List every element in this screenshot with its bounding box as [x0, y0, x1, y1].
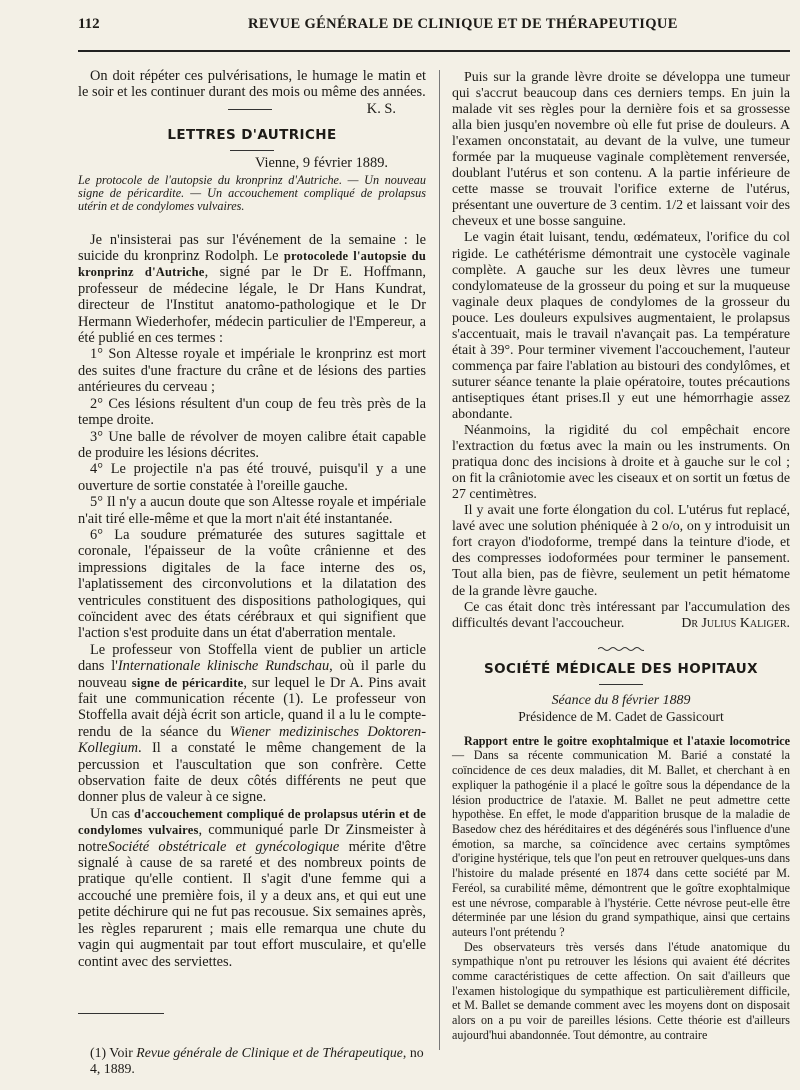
dateline: Vienne, 9 février 1889. — [254, 155, 388, 172]
paragraph-elongation: Il y avait une forte élongation du col. L'utérus fut replacé, lavé avec une solution phéniquée à 2 o/o, on y introduisit un fort crayon d'iodoforme, trempé dans la teinture d'iode, et des compresses iodoformées pour terminer le pansement. Tout alla bien, pas de fièvre, seulement un petit hématome de la grande lèvre gauche. — [452, 503, 790, 599]
item-6: 6° La soudure prématurée des sutures sagittale et coronale, l'épaisseur de la voûte crânienne et des impressions digitales de la face interne des os, l'aplatissement des circonvolutions et la dilatation des ventricules constituent des dispositions pathologiques, qui coïncident avec des états cérébraux et qui signifient que l'action s'est produite dans un état d'aberration mentale. — [78, 526, 426, 642]
text-span: Je n'insisterai pas sur l'événement de la semaine : le suicide du kronprinz Rodolph. Le — [78, 231, 426, 265]
paragraph-vagin: Le vagin était luisant, tendu, œdémateux, l'orifice du col rigide. Le cathétérisme démontrait une cystocèle vaginale complète. A gauche sur les deux lèvres une tumeur condylomateuse de la grosseur du poing et sur la muqueuse vaginale deux plaques de condylomes de la grosseur du pouce. Les douleurs expulsives augmentaient, le prolapsus s'accentuait, mais le travail n'avançait pas. La température était à 39°. Pour terminer vivement l'accouchement, l'auteur commença par faire l'ablation au bistouri des condylômes, et suturer séance tenante la plaie opératoire, toutes précautions antiseptiques étant prises.Il y eut une hémorrhagie assez abondante. — [452, 230, 790, 422]
text-span: . Il a constaté le même changement de la percussion et l'auscultation que son confrère. Cette observation faite de deux côtés différents ne peut que donner plus de valeur à ce signe. — [78, 740, 426, 806]
session-date: Séance du 8 février 1889 — [551, 692, 691, 708]
italic-span: Wiener medizinisches Doktoren-Kollegium — [78, 723, 426, 757]
text-span: , où il parle du nouveau — [78, 658, 426, 691]
intro-paragraph — [78, 68, 426, 117]
section-title-lettres: LETTRES D'AUTRICHE — [167, 126, 337, 143]
page-number: 112 — [78, 16, 100, 32]
paragraph-stoffella — [78, 642, 426, 806]
text-span: , communiqué parle Dr Zinsmeister à notre — [78, 822, 426, 855]
text-span: — Dans sa récente communication M. Barié a constaté la coïncidence de ces deux maladies, dit M. Ballet, et cherchant à en expliquer la pathogénie il a placé le goître sous la dépendance de la lésion productrice de l'ataxie. M. Ballet ne peut admettre cette hypothèse. En effet, le mode d'apparition brusque de la maladie de Basedow chez des héréditaires et des dégénérés sous l'influence d'une émotion, sa marche, sa coïncidence avec certains symptômes d'origine hystérique, tels que l'on peut en retrouver quelques-uns dans l'histoire du malade présenté en 1874 dans cette société par M. Feréol, sa curabilité même, démontrent que le goître exophtalmique est une névrose, comparable à l'hystérie. Cette névrose peut-elle être déterminée par une lésion du grand sympathique, ainsi que certains auteurs l'ont prétendu ? — [452, 748, 790, 939]
italic-span: Internationale klinische Rundschau — [117, 658, 330, 675]
text-span: , sur lequel le Dr A. Pins avait fait une communication récente (1). Le professeur von Stoffella avait déjà écrit son article, quand il a lu le compte-rendu de la séance du — [78, 674, 427, 740]
journal-title: REVUE GÉNÉRALE DE CLINIQUE ET DE THÉRAPEUTIQUE — [248, 16, 678, 32]
item-1: 1° Son Altesse royale et impériale le kronprinz est mort des suites d'une fracture du crâne et de lésions des parties antérieures du cerveau ; — [78, 346, 426, 396]
bold-span: Rapport entre le goitre exophtalmique et l'ataxie locomotrice — [464, 733, 790, 748]
footnote-rule — [78, 1013, 164, 1014]
header-rule — [78, 50, 790, 52]
item-3: 3° Une balle de révolver de moyen calibre était capable de produire les lésions décrites. — [78, 428, 426, 461]
intro-signature: K. S. — [366, 100, 396, 117]
item-2: 2° Ces lésions résultent d'un coup de feu très près de la tempe droite. — [78, 395, 426, 429]
text-span: Le professeur von Stoffella vient de publier un article dans l' — [78, 641, 426, 675]
italic-span: Revue générale de Clinique et de Thérapeutique — [136, 1044, 403, 1060]
italic-span: Société obstétricale et gynécologique — [107, 838, 340, 855]
divider — [599, 684, 643, 685]
paragraph-conclusion — [452, 600, 790, 632]
footnote — [90, 1045, 426, 1077]
text-span: mérite d'être signalé à cause de sa rareté et des nombreux points de pratique qu'elle contient. Il s'agit d'une femme qui a accouché une première fois, il y a deux ans, et qui eut une petite déchirure qui ne fut pas recousue. Six semaines après, les règles reparurent ; mais elle remarqua une chute du vagin qui augmentait par tout effort musculaire, et qu'elle contint avec des serviettes. — [78, 838, 426, 970]
presidence: Présidence de M. Cadet de Gassicourt — [518, 708, 724, 724]
divider — [230, 150, 274, 151]
text-span: , no 4, 1889. — [90, 1044, 424, 1076]
ornament-wave — [598, 646, 644, 652]
text-span: Un cas — [90, 805, 130, 822]
bold-span: d'accouchement compliqué de prolapsus utérin et de condylomes vulvaires — [78, 806, 426, 838]
summary: Le protocole de l'autopsie du kronprinz d'Autriche. — Un nouveau signe de péricardite. — Un accouchement compliqué de prolapsus utérin et de condylomes vulvaires. — [78, 172, 426, 213]
text-span: (1) Voir — [90, 1044, 133, 1060]
paragraph-rapport — [452, 734, 790, 940]
paragraph-neanmoins: Néanmoins, la rigidité du col empêchait encore l'extraction du fœtus avec la main ou les instruments. On pratiqua donc des incisions à droite et à gauche sur le col ; on fit la crâniotomie avec les ciseaux et on sortit un fœtus de 27 centimètres. — [452, 423, 790, 503]
running-header — [78, 16, 790, 38]
paragraph-tumeur: Puis sur la grande lèvre droite se développa une tumeur qui s'accrut beaucoup dans ces derniers temps. En juin la malade vit ses règles pour la dernière fois et sa grossesse alla bien jusqu'en novembre où elle fut prise de douleurs. A l'examen onconstatait, au devant de la vulve, une tumeur formée par la muqueuse vaginale complètement renversée, doublant l'utérus et son contenu. A la partie inférieure de cette masse se trouvait l'orifice externe de l'utérus, présentant une ouverture de 3 centim. 1/2 et laissant voir des cheveux et une bosse sanguine. — [452, 70, 790, 230]
item-4: 4° Le projectile n'a pas été trouvé, puisqu'il y a une ouverture de sortie constatée à l'oreille gauche. — [78, 461, 426, 494]
item-5: 5° Il n'y a aucun doute que son Altesse royale et impériale n'ait tiré elle-même et que la mort n'ait été instantanée. — [78, 494, 426, 527]
bold-span: signe de péricardite — [131, 675, 244, 690]
column-divider — [439, 70, 440, 1050]
text-span: , signé par le Dr E. Hoffmann, professeur de médecine légale, le Dr Hans Kundrat, directeur de l'Institut anatomo-pathologique et le Dr Hermann Wiederhofer, médecin particulier de l'Empereur, a été publié en ces termes : — [78, 264, 426, 347]
paragraph-observateurs: Des observateurs très versés dans l'étude anatomique du sympathique n'ont pu retrouver les lésions qui avaient été décrites comme caractéristiques de cette affection. On sait d'ailleurs que l'examen histologique du sympathique est particulièrement difficile, et M. Ballet se demande comment avec les moyens dont on disposait alors on a pu voir de pareilles lésions. Cette théorie est d'ailleurs aujourd'hui abandonnée. Tout démontre, au contraire — [452, 939, 790, 1042]
paragraph-cas — [78, 806, 426, 970]
author-signature: Dr Julius Kaliger. — [681, 615, 790, 631]
text-span: Ce cas était donc très intéressant par l'accumulation des difficultés devant l'accoucheur. — [452, 599, 790, 631]
left-column — [78, 68, 426, 970]
right-column — [452, 70, 790, 1043]
paragraph-protocole — [78, 232, 426, 347]
intro-text: On doit répéter ces pulvérisations, le humage le matin et le soir et les continuer durant des mois ou même des années. — [78, 68, 426, 101]
bold-span: protocolede l'autopsie du kronprinz d'Autriche — [78, 249, 426, 280]
section-title-societe: SOCIÉTÉ MÉDICALE DES HOPITAUX — [484, 660, 758, 677]
divider — [228, 109, 272, 110]
